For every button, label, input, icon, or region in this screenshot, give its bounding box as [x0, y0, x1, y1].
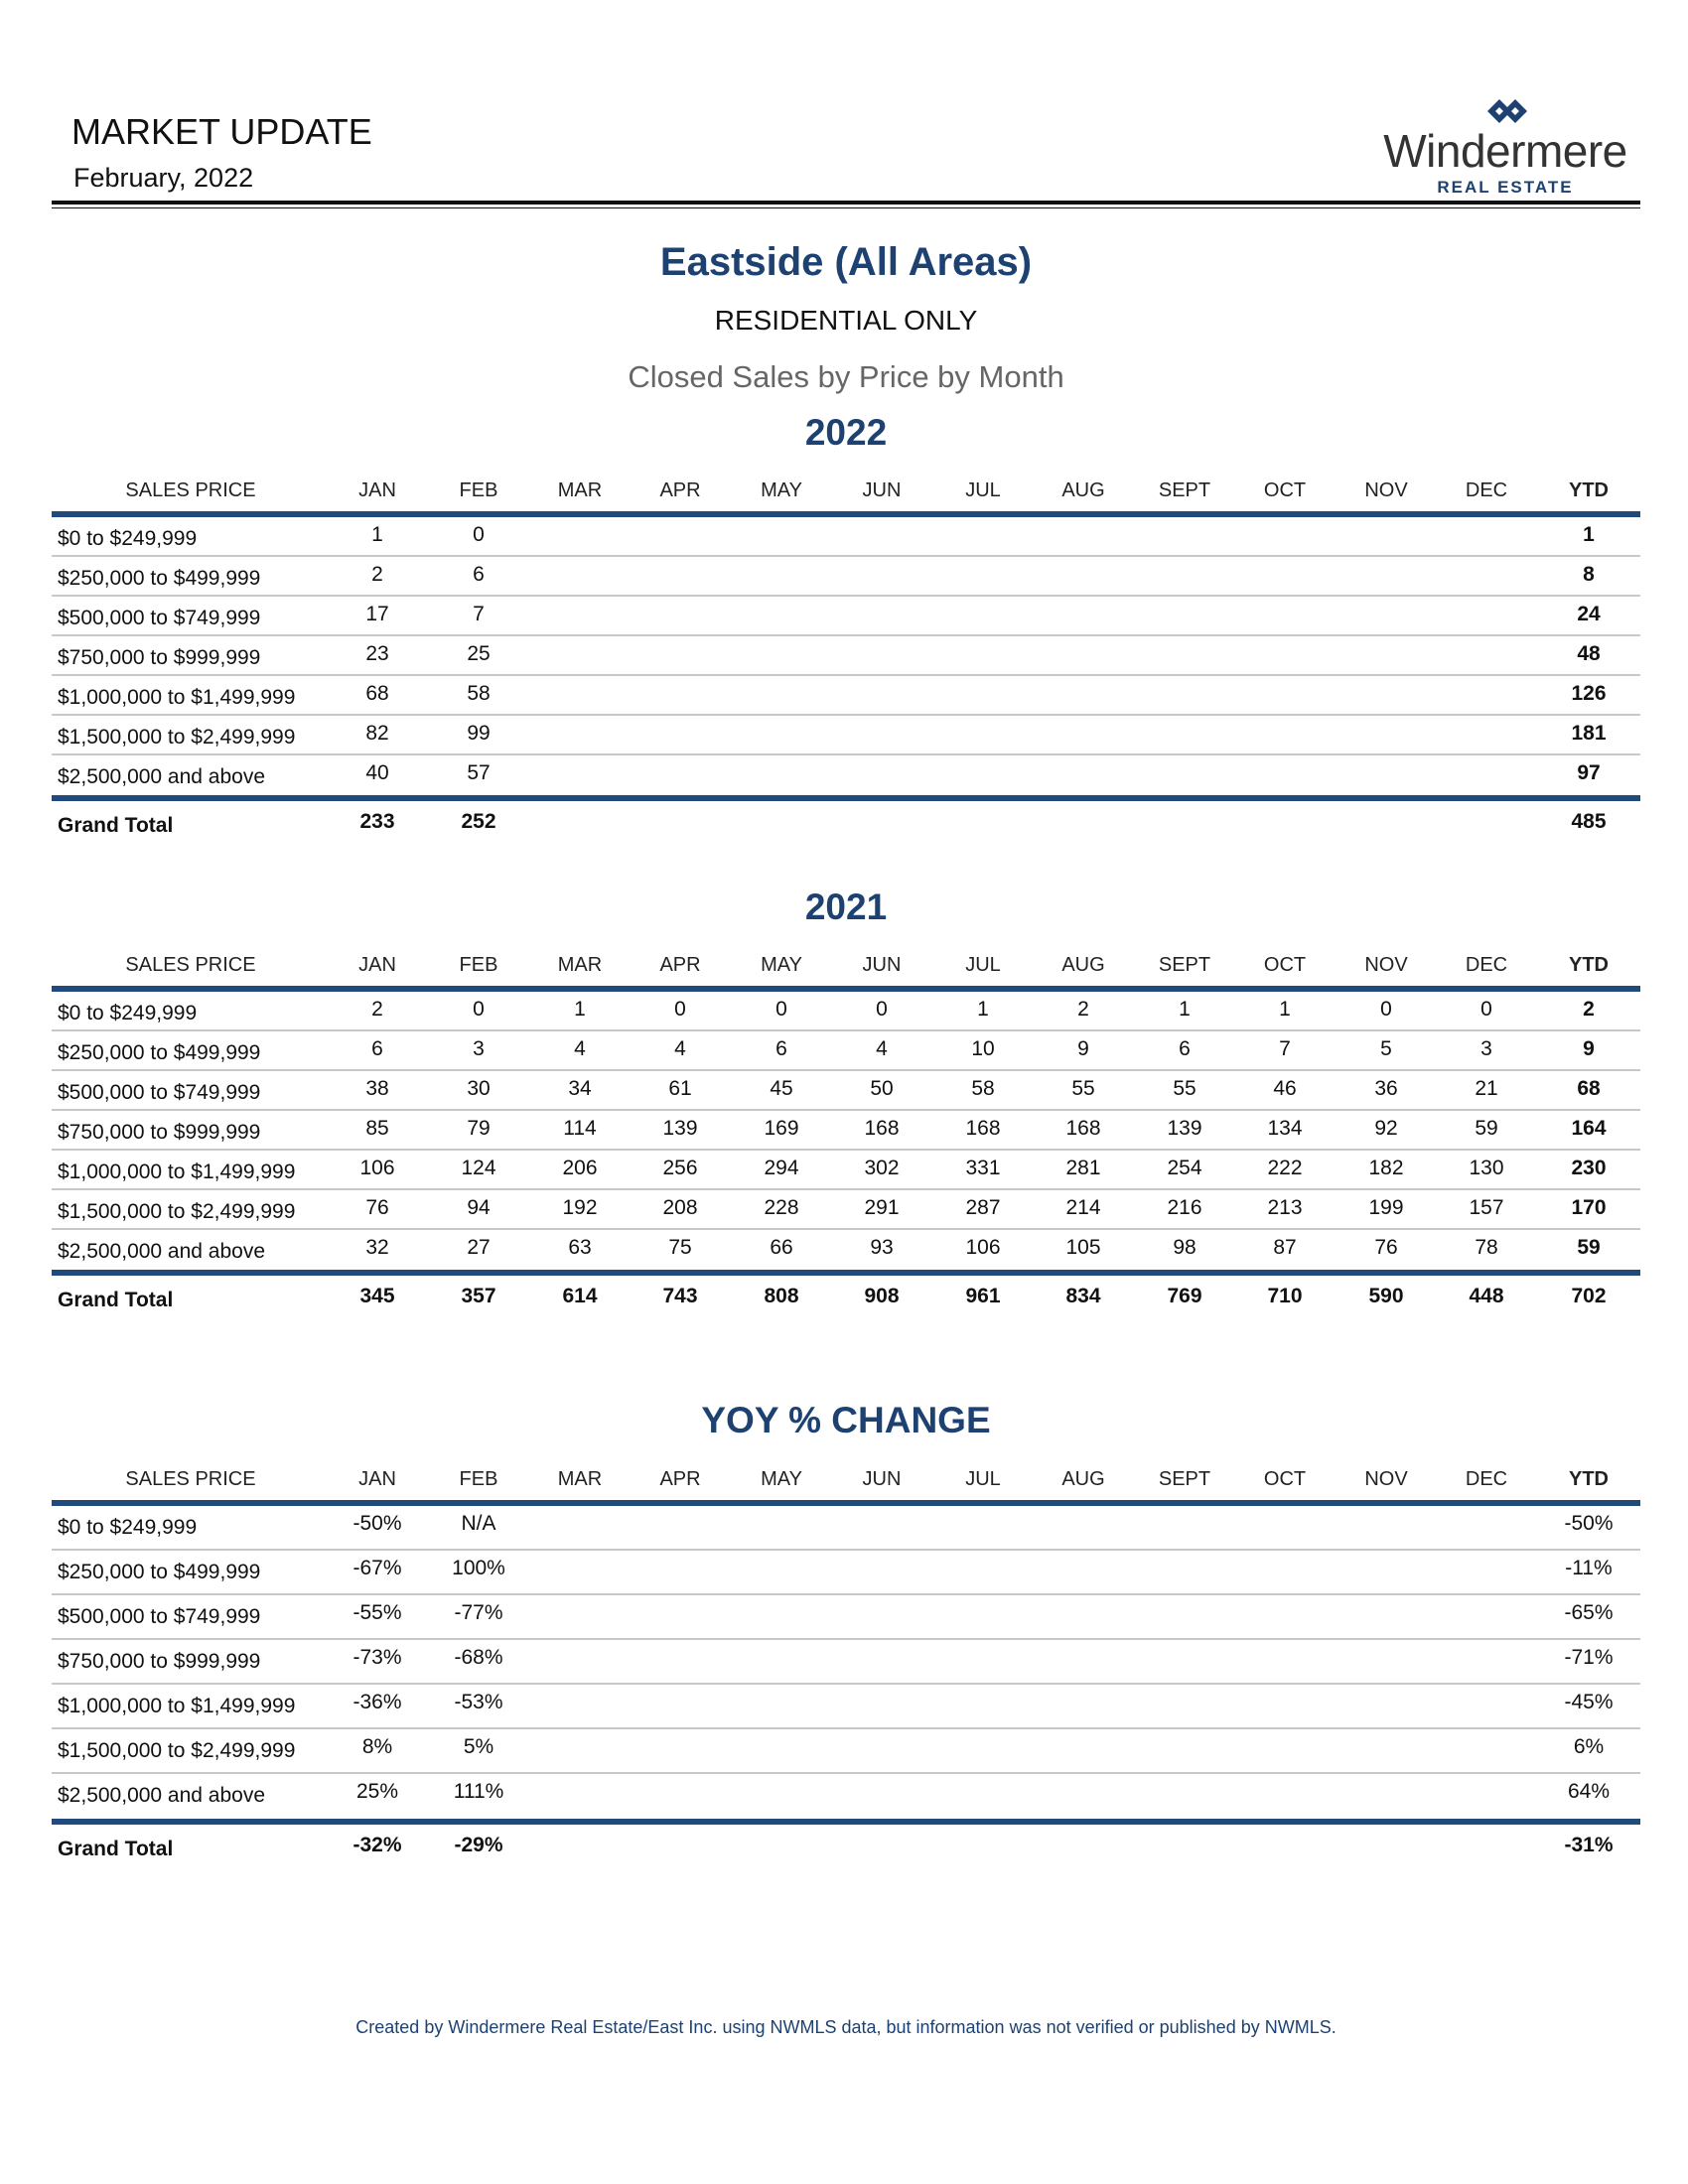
column-header-month: JUN: [862, 479, 902, 501]
table-row: [52, 1111, 1640, 1151]
table-cell: 281: [1065, 1157, 1101, 1179]
table-cell: -36%: [352, 1691, 402, 1713]
table-cell: 93: [870, 1236, 894, 1259]
column-header-month: NOV: [1364, 479, 1408, 501]
total-cell: 743: [662, 1285, 698, 1307]
ytd-cell: 170: [1571, 1196, 1607, 1219]
table-cell: 157: [1469, 1196, 1504, 1219]
ytd-cell: 1: [1583, 523, 1595, 546]
ytd-cell: 68: [1577, 1077, 1601, 1100]
table-cell: 254: [1167, 1157, 1202, 1179]
row-label: $0 to $249,999: [58, 1002, 198, 1024]
table-cell: 302: [864, 1157, 900, 1179]
table-row: [52, 755, 1640, 795]
table-row: [52, 1190, 1640, 1230]
total-cell: 448: [1469, 1285, 1504, 1307]
ytd-cell: 164: [1571, 1117, 1607, 1140]
column-header-month: MAR: [557, 1468, 603, 1490]
table-cell: 214: [1065, 1196, 1101, 1219]
ytd-cell: -45%: [1564, 1691, 1614, 1713]
column-header-ytd: YTD: [1569, 954, 1609, 976]
table-cell: 92: [1374, 1117, 1398, 1140]
table-cell: 61: [668, 1077, 692, 1100]
column-header-month: APR: [659, 479, 701, 501]
total-cell: 834: [1065, 1285, 1101, 1307]
row-label: $0 to $249,999: [58, 527, 198, 550]
column-header-month: FEB: [459, 1468, 498, 1490]
table-cell: 32: [365, 1236, 389, 1259]
table-row: [52, 597, 1640, 636]
table-cell: 134: [1267, 1117, 1303, 1140]
header-rule: [52, 201, 1640, 205]
table-cell: 34: [568, 1077, 592, 1100]
row-label: $0 to $249,999: [58, 1516, 198, 1539]
table-cell: 1: [1179, 998, 1191, 1021]
total-ytd-cell: 485: [1571, 810, 1607, 833]
column-header-month: AUG: [1061, 479, 1105, 501]
table-cell: 4: [876, 1037, 888, 1060]
table-cell: 124: [461, 1157, 496, 1179]
column-header-month: JAN: [358, 479, 396, 501]
table-cell: 106: [359, 1157, 395, 1179]
row-label: $750,000 to $999,999: [58, 1121, 261, 1144]
total-cell: 961: [965, 1285, 1001, 1307]
table-cell: -55%: [352, 1601, 402, 1624]
logo-subtitle: REAL ESTATE: [1437, 178, 1574, 197]
table-cell: 59: [1475, 1117, 1498, 1140]
table-cell: 168: [965, 1117, 1001, 1140]
column-header-month: JUL: [965, 1468, 1001, 1490]
table-cell: 57: [467, 761, 491, 784]
table-cell: 222: [1267, 1157, 1303, 1179]
table-cell: 99: [467, 722, 491, 745]
table-row: [52, 1595, 1640, 1640]
table-cell: 1: [977, 998, 989, 1021]
total-cell: 614: [562, 1285, 598, 1307]
table-cell: 0: [1480, 998, 1492, 1021]
table-cell: 78: [1475, 1236, 1498, 1259]
table-cell: 168: [864, 1117, 900, 1140]
table-cell: 0: [473, 523, 485, 546]
column-header-month: AUG: [1061, 1468, 1105, 1490]
column-header-month: DEC: [1465, 954, 1508, 976]
table-cell: 25%: [355, 1780, 399, 1803]
table-cell: 169: [764, 1117, 799, 1140]
table-row: [52, 1151, 1640, 1190]
table-cell: 75: [668, 1236, 692, 1259]
column-header-month: OCT: [1263, 479, 1307, 501]
row-label: $2,500,000 and above: [58, 765, 266, 788]
table-cell: 36: [1374, 1077, 1398, 1100]
ytd-cell: 48: [1577, 642, 1601, 665]
ytd-cell: 181: [1571, 722, 1607, 745]
row-label: $2,500,000 and above: [58, 1784, 266, 1807]
table-cell: 7: [473, 603, 485, 625]
report-date: February, 2022: [73, 163, 254, 193]
table-cell: 98: [1173, 1236, 1196, 1259]
sales-table-2: [52, 1462, 1640, 1864]
table-cell: 1: [1279, 998, 1291, 1021]
table-row: [52, 1031, 1640, 1071]
table-header-row: [52, 1462, 1640, 1500]
table-cell: 4: [674, 1037, 686, 1060]
column-header-sales-price: SALES PRICE: [125, 479, 256, 501]
total-cell: 357: [461, 1285, 496, 1307]
table-cell: 7: [1279, 1037, 1291, 1060]
total-cell: -32%: [352, 1834, 402, 1856]
grand-total-label: Grand Total: [58, 1838, 174, 1860]
table-cell: 206: [562, 1157, 598, 1179]
table-cell: 58: [467, 682, 491, 705]
table-cell: 46: [1273, 1077, 1297, 1100]
column-header-ytd: YTD: [1569, 479, 1609, 501]
table-cell: 76: [1374, 1236, 1398, 1259]
table-cell: 85: [365, 1117, 389, 1140]
table-cell: 0: [876, 998, 888, 1021]
column-header-month: JUL: [965, 954, 1001, 976]
table-cell: -68%: [454, 1646, 503, 1669]
total-cell: 908: [864, 1285, 900, 1307]
table-cell: 199: [1368, 1196, 1404, 1219]
row-label: $250,000 to $499,999: [58, 1041, 261, 1064]
table-cell: 106: [965, 1236, 1001, 1259]
grand-total-label: Grand Total: [58, 1289, 174, 1311]
row-label: $1,500,000 to $2,499,999: [58, 1200, 296, 1223]
column-header-month: MAY: [761, 1468, 802, 1490]
table-row: [52, 676, 1640, 716]
total-cell: 769: [1167, 1285, 1202, 1307]
table-cell: 216: [1167, 1196, 1202, 1219]
section-title-1: 2021: [804, 887, 888, 927]
table-cell: 0: [473, 998, 485, 1021]
region-title: Eastside (All Areas): [659, 240, 1033, 284]
table-cell: 130: [1469, 1157, 1504, 1179]
table-cell: 10: [971, 1037, 995, 1060]
column-header-ytd: YTD: [1569, 1468, 1609, 1490]
total-cell: 808: [764, 1285, 799, 1307]
windermere-logo-icon: [1481, 94, 1545, 128]
column-header-month: APR: [659, 954, 701, 976]
table-cell: 40: [365, 761, 389, 784]
total-ytd-cell: -31%: [1564, 1834, 1614, 1856]
table-cell: 27: [467, 1236, 491, 1259]
ytd-cell: 230: [1571, 1157, 1607, 1179]
table-cell: 17: [365, 603, 389, 625]
table-cell: 8%: [361, 1735, 393, 1758]
table-cell: 5%: [463, 1735, 494, 1758]
column-header-sales-price: SALES PRICE: [125, 1468, 256, 1490]
table-row: [52, 1551, 1640, 1595]
table-cell: 168: [1065, 1117, 1101, 1140]
table-cell: 76: [365, 1196, 389, 1219]
ytd-cell: 24: [1577, 603, 1601, 625]
row-label: $500,000 to $749,999: [58, 1605, 261, 1628]
column-header-month: SEPT: [1158, 479, 1211, 501]
table-row: [52, 1506, 1640, 1551]
table-cell: 100%: [452, 1557, 505, 1579]
table-cell: -50%: [352, 1512, 402, 1535]
table-row: [52, 636, 1640, 676]
table-cell: 228: [764, 1196, 799, 1219]
column-header-month: APR: [659, 1468, 701, 1490]
column-header-month: MAY: [761, 954, 802, 976]
row-label: $750,000 to $999,999: [58, 1650, 261, 1673]
column-header-month: MAR: [557, 954, 603, 976]
table-cell: 114: [563, 1117, 597, 1140]
table-row: [52, 1230, 1640, 1270]
total-cell: 345: [359, 1285, 395, 1307]
table-cell: -73%: [352, 1646, 402, 1669]
table-cell: 2: [371, 998, 383, 1021]
table-cell: 79: [467, 1117, 491, 1140]
table-row: [52, 992, 1640, 1031]
column-header-month: AUG: [1061, 954, 1105, 976]
table-row: [52, 1685, 1640, 1729]
column-header-month: DEC: [1465, 1468, 1508, 1490]
column-header-month: NOV: [1364, 954, 1408, 976]
table-cell: N/A: [461, 1512, 496, 1535]
total-cell: 233: [359, 810, 395, 833]
column-header-month: MAR: [557, 479, 603, 501]
column-header-month: JUN: [862, 954, 902, 976]
row-label: $1,500,000 to $2,499,999: [58, 726, 296, 749]
ytd-cell: 6%: [1573, 1735, 1605, 1758]
row-label: $2,500,000 and above: [58, 1240, 266, 1263]
section-title-2: YOY % CHANGE: [701, 1400, 991, 1440]
table-cell: 6: [775, 1037, 787, 1060]
column-header-month: SEPT: [1158, 1468, 1211, 1490]
table-row: [52, 1640, 1640, 1685]
table-cell: 2: [1077, 998, 1089, 1021]
table-cell: 139: [662, 1117, 698, 1140]
table-cell: 192: [562, 1196, 598, 1219]
table-header-row: [52, 948, 1640, 986]
table-cell: 213: [1267, 1196, 1303, 1219]
table-header-row: [52, 474, 1640, 511]
table-cell: 2: [371, 563, 383, 586]
table-cell: 23: [365, 642, 389, 665]
column-header-month: DEC: [1465, 479, 1508, 501]
table-cell: 1: [574, 998, 586, 1021]
table-cell: 0: [1380, 998, 1392, 1021]
grand-total-row: [52, 1276, 1640, 1315]
table-cell: 3: [473, 1037, 485, 1060]
table-cell: 287: [965, 1196, 1001, 1219]
table-cell: 208: [662, 1196, 698, 1219]
table-cell: 139: [1167, 1117, 1202, 1140]
total-cell: -29%: [454, 1834, 503, 1856]
table-cell: 9: [1077, 1037, 1089, 1060]
table-cell: 50: [870, 1077, 894, 1100]
row-label: $250,000 to $499,999: [58, 1561, 261, 1583]
table-cell: 291: [864, 1196, 900, 1219]
column-header-month: SEPT: [1158, 954, 1211, 976]
row-label: $750,000 to $999,999: [58, 646, 261, 669]
market-update-title: MARKET UPDATE: [71, 111, 372, 152]
table-cell: 68: [365, 682, 389, 705]
ytd-cell: 8: [1583, 563, 1595, 586]
row-label: $1,000,000 to $1,499,999: [58, 1695, 296, 1717]
row-label: $1,500,000 to $2,499,999: [58, 1739, 296, 1762]
table-row: [52, 517, 1640, 557]
table-cell: -67%: [352, 1557, 402, 1579]
table-cell: 45: [770, 1077, 793, 1100]
logo-wordmark: Windermere: [1383, 125, 1627, 177]
table-row: [52, 1071, 1640, 1111]
table-cell: 82: [365, 722, 389, 745]
column-header-month: OCT: [1263, 954, 1307, 976]
table-cell: 331: [965, 1157, 1001, 1179]
table-cell: -77%: [454, 1601, 503, 1624]
table-cell: 87: [1273, 1236, 1297, 1259]
column-header-month: NOV: [1364, 1468, 1408, 1490]
ytd-cell: 2: [1583, 998, 1595, 1021]
table-cell: 94: [467, 1196, 491, 1219]
report-title: Closed Sales by Price by Month: [628, 359, 1064, 394]
table-row: [52, 716, 1640, 755]
total-cell: 252: [461, 810, 496, 833]
table-cell: 294: [764, 1157, 799, 1179]
column-header-month: JAN: [358, 1468, 396, 1490]
ytd-cell: 97: [1577, 761, 1601, 784]
footer-disclaimer: Created by Windermere Real Estate/East Inc. using NWMLS data, but information was not verified or published by NWMLS.: [355, 2017, 1336, 2037]
table-cell: 55: [1071, 1077, 1095, 1100]
sales-table-1: [52, 948, 1640, 1315]
table-cell: 4: [574, 1037, 586, 1060]
sales-table-0: [52, 474, 1640, 841]
column-header-month: FEB: [459, 954, 498, 976]
column-header-month: MAY: [761, 479, 802, 501]
table-row: [52, 1774, 1640, 1819]
table-cell: 25: [467, 642, 491, 665]
row-label: $1,000,000 to $1,499,999: [58, 686, 296, 709]
row-label: $500,000 to $749,999: [58, 1081, 261, 1104]
row-label: $1,000,000 to $1,499,999: [58, 1160, 296, 1183]
grand-total-row: [52, 801, 1640, 841]
table-cell: 6: [1179, 1037, 1191, 1060]
table-cell: 21: [1475, 1077, 1498, 1100]
total-cell: 710: [1267, 1285, 1303, 1307]
table-cell: 0: [674, 998, 686, 1021]
table-cell: 30: [467, 1077, 491, 1100]
column-header-month: OCT: [1263, 1468, 1307, 1490]
column-header-month: FEB: [459, 479, 498, 501]
table-cell: 58: [971, 1077, 995, 1100]
table-cell: 0: [775, 998, 787, 1021]
table-cell: 3: [1480, 1037, 1492, 1060]
row-label: $250,000 to $499,999: [58, 567, 261, 590]
total-cell: 590: [1368, 1285, 1404, 1307]
ytd-cell: -11%: [1565, 1557, 1613, 1579]
table-cell: 256: [662, 1157, 698, 1179]
table-cell: 105: [1065, 1236, 1101, 1259]
ytd-cell: 64%: [1567, 1780, 1611, 1803]
table-cell: 182: [1368, 1157, 1404, 1179]
table-cell: 38: [365, 1077, 389, 1100]
column-header-sales-price: SALES PRICE: [125, 954, 256, 976]
column-header-month: JUN: [862, 1468, 902, 1490]
table-cell: 63: [568, 1236, 592, 1259]
table-cell: 55: [1173, 1077, 1196, 1100]
table-cell: 1: [371, 523, 383, 546]
table-cell: 6: [371, 1037, 383, 1060]
table-cell: 111%: [453, 1780, 504, 1803]
grand-total-row: [52, 1825, 1640, 1864]
property-type: RESIDENTIAL ONLY: [714, 305, 978, 336]
table-row: [52, 1729, 1640, 1774]
ytd-cell: 126: [1571, 682, 1607, 705]
ytd-cell: -71%: [1564, 1646, 1614, 1669]
table-cell: 5: [1380, 1037, 1392, 1060]
column-header-month: JUL: [965, 479, 1001, 501]
ytd-cell: 59: [1577, 1236, 1601, 1259]
grand-total-label: Grand Total: [58, 814, 174, 837]
header-rule-thin: [52, 207, 1640, 208]
row-label: $500,000 to $749,999: [58, 607, 261, 629]
ytd-cell: 9: [1583, 1037, 1595, 1060]
column-header-month: JAN: [358, 954, 396, 976]
table-cell: -53%: [454, 1691, 503, 1713]
ytd-cell: -50%: [1564, 1512, 1614, 1535]
table-row: [52, 557, 1640, 597]
ytd-cell: -65%: [1564, 1601, 1614, 1624]
section-title-0: 2022: [804, 412, 888, 453]
windermere-logo: [1370, 94, 1640, 204]
table-cell: 6: [473, 563, 485, 586]
total-ytd-cell: 702: [1571, 1285, 1607, 1307]
table-cell: 66: [770, 1236, 793, 1259]
